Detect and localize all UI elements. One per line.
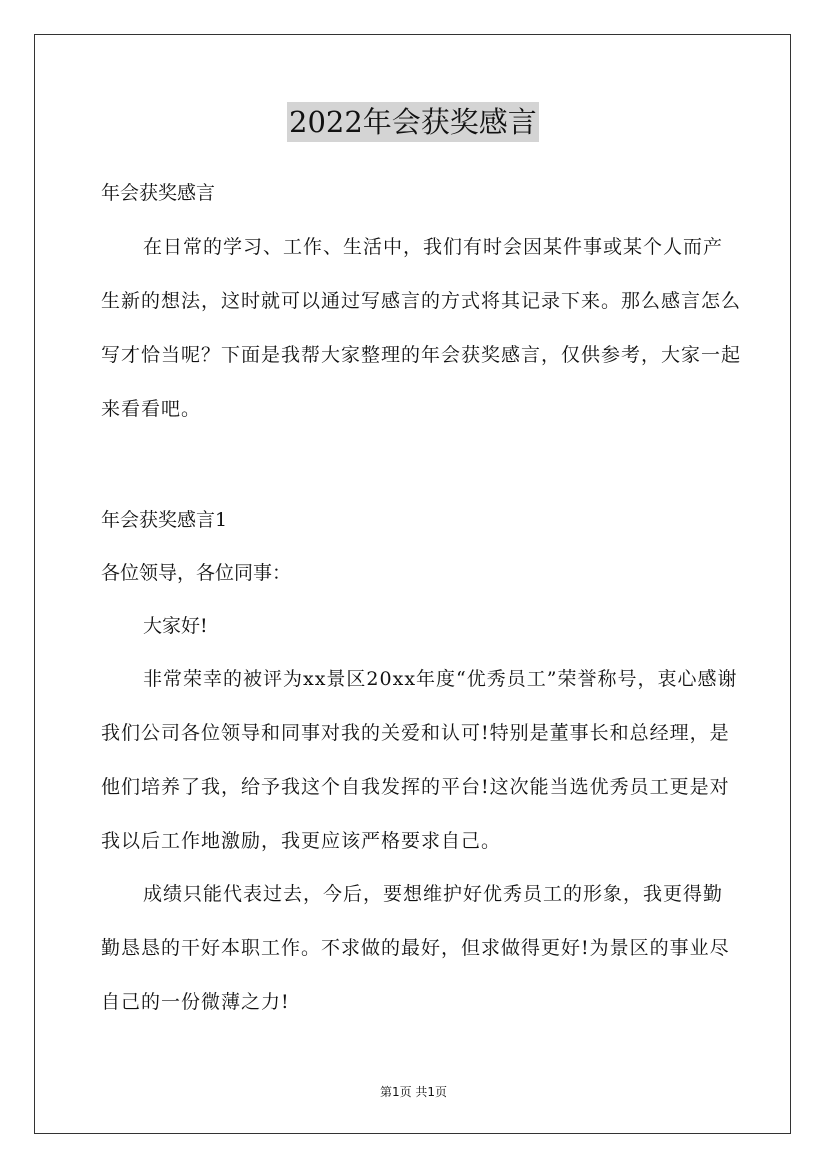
intro-heading: 年会获奖感言	[101, 182, 216, 204]
body-paragraph-1: 非常荣幸的被评为xx景区20xx年度“优秀员工”荣誉称号，衷心感谢我们公司各位领导和同事对我的关爱和认可!特别是董事长和总经理，是他们培养了我，给予我这个自我发挥的平台!这次能当选优秀员工更是对我以后工作地激励，我更应该严格要求自己。	[101, 668, 738, 852]
document-title: 2022年会获奖感言	[287, 102, 539, 142]
page-number: 第1页 共1页	[379, 1085, 448, 1099]
section-heading: 年会获奖感言1	[101, 509, 228, 531]
salutation: 各位领导，各位同事：	[101, 562, 292, 584]
body-paragraph-2: 成绩只能代表过去，今后，要想维护好优秀员工的形象，我更得勤勤恳恳的干好本职工作。不求做的最好，但求做得更好!为景区的事业尽自己的一份微薄之力!	[101, 883, 730, 1013]
greeting: 大家好!	[143, 615, 208, 637]
intro-paragraph: 在日常的学习、工作、生活中，我们有时会因某件事或某个人而产生新的想法，这时就可以通过写感言的方式将其记录下来。那么感言怎么写才恰当呢？下面是我帮大家整理的年会获奖感言，仅供参考，大家一起来看看吧。	[101, 236, 742, 420]
